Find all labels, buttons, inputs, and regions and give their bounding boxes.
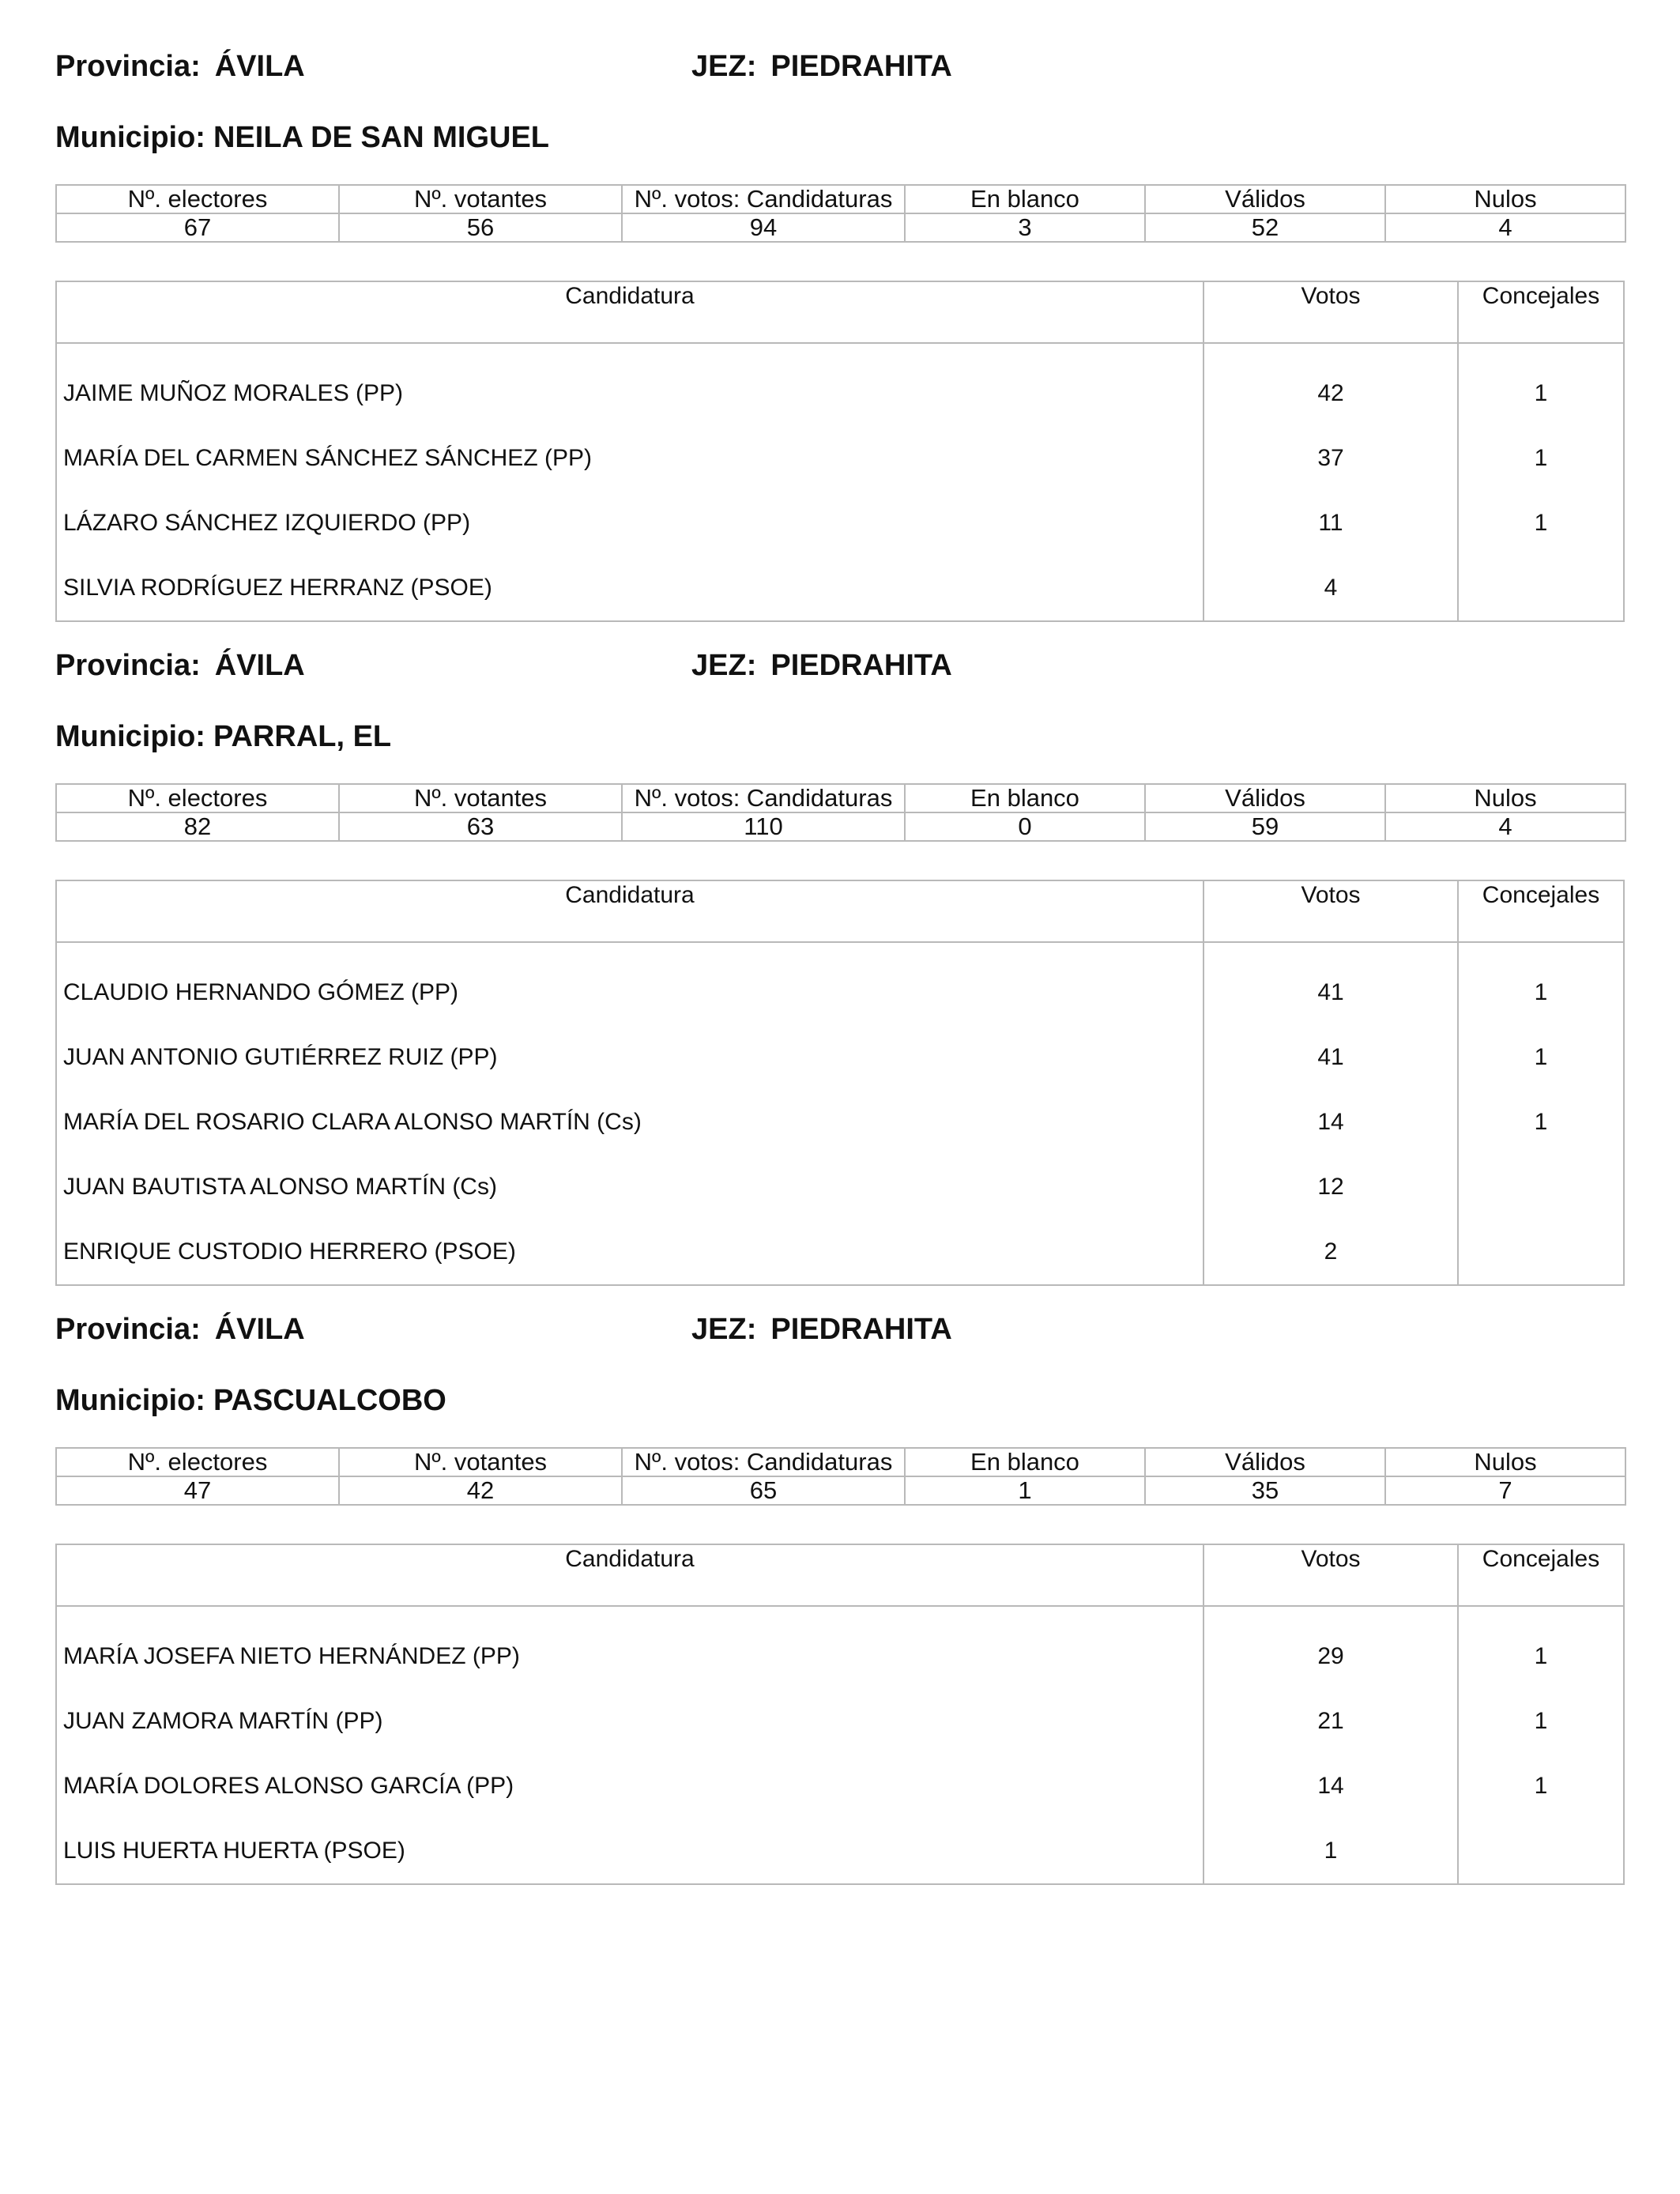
municipio-value: PASCUALCOBO bbox=[213, 1384, 446, 1417]
jez-value: PIEDRAHITA bbox=[770, 1313, 952, 1346]
stats-header-electores: Nº. electores bbox=[56, 784, 339, 812]
stats-value-validos: 35 bbox=[1145, 1476, 1385, 1505]
jez-label: JEZ: bbox=[691, 1313, 757, 1346]
stats-value-votantes: 56 bbox=[339, 213, 622, 242]
candidate-name: JUAN BAUTISTA ALONSO MARTÍN (Cs) bbox=[63, 1174, 497, 1200]
candidate-row bbox=[57, 426, 1623, 491]
municipio-value: NEILA DE SAN MIGUEL bbox=[213, 121, 550, 154]
candidate-name: JAIME MUÑOZ MORALES (PP) bbox=[63, 380, 404, 406]
candidate-row bbox=[57, 1025, 1623, 1090]
candidatura-header: Candidatura bbox=[565, 882, 695, 908]
stats-table bbox=[55, 1447, 1626, 1506]
stats-value-electores: 82 bbox=[56, 812, 339, 841]
jez-value: PIEDRAHITA bbox=[770, 50, 952, 83]
provincia-label: Provincia: bbox=[55, 1313, 201, 1346]
candidate-votes: 42 bbox=[1203, 361, 1457, 426]
candidate-row bbox=[57, 361, 1623, 426]
provincia-value: ÁVILA bbox=[214, 649, 305, 682]
municipality-section bbox=[55, 649, 1625, 1292]
candidate-votes: 14 bbox=[1203, 1754, 1457, 1819]
candidate-name: JUAN ANTONIO GUTIÉRREZ RUIZ (PP) bbox=[63, 1044, 498, 1070]
stats-value-votos-candidaturas: 110 bbox=[622, 812, 905, 841]
candidate-row bbox=[57, 960, 1623, 1025]
candidate-votes: 21 bbox=[1203, 1689, 1457, 1754]
municipality-section bbox=[55, 50, 1625, 628]
stats-value-votos-candidaturas: 94 bbox=[622, 213, 905, 242]
candidate-name: CLAUDIO HERNANDO GÓMEZ (PP) bbox=[63, 979, 459, 1005]
candidate-concejales bbox=[1457, 1819, 1623, 1883]
candidatura-header: Candidatura bbox=[565, 1546, 695, 1572]
candidate-concejales: 1 bbox=[1457, 426, 1623, 491]
stats-value-validos: 52 bbox=[1145, 213, 1385, 242]
candidate-row bbox=[57, 1090, 1623, 1155]
provincia-value: ÁVILA bbox=[214, 50, 305, 83]
municipio-label: Municipio: bbox=[55, 1384, 205, 1417]
candidates-table bbox=[55, 281, 1625, 622]
candidate-row bbox=[57, 556, 1623, 620]
candidate-name: ENRIQUE CUSTODIO HERRERO (PSOE) bbox=[63, 1238, 516, 1265]
candidate-votes: 12 bbox=[1203, 1155, 1457, 1220]
stats-header-votantes: Nº. votantes bbox=[339, 185, 622, 213]
jez-heading bbox=[691, 50, 952, 84]
candidate-row bbox=[57, 1689, 1623, 1754]
stats-value-en-blanco: 0 bbox=[905, 812, 1145, 841]
stats-header-validos: Válidos bbox=[1145, 784, 1385, 812]
stats-header-nulos: Nulos bbox=[1385, 1448, 1625, 1476]
jez-label: JEZ: bbox=[691, 50, 757, 83]
votos-header: Votos bbox=[1203, 881, 1457, 941]
stats-header-validos: Válidos bbox=[1145, 1448, 1385, 1476]
stats-header-row bbox=[56, 784, 1625, 812]
candidate-concejales: 1 bbox=[1457, 1689, 1623, 1754]
candidate-row bbox=[57, 491, 1623, 556]
votos-header: Votos bbox=[1203, 282, 1457, 342]
candidates-header-row bbox=[57, 881, 1623, 943]
candidate-concejales bbox=[1457, 556, 1623, 620]
candidate-row bbox=[57, 1220, 1623, 1284]
candidate-concejales bbox=[1457, 1155, 1623, 1220]
stats-header-nulos: Nulos bbox=[1385, 784, 1625, 812]
municipio-label: Municipio: bbox=[55, 720, 205, 753]
municipio-heading bbox=[55, 1384, 446, 1418]
stats-value-electores: 47 bbox=[56, 1476, 339, 1505]
stats-header-votos-candidaturas: Nº. votos: Candidaturas bbox=[622, 185, 905, 213]
candidate-concejales: 1 bbox=[1457, 1624, 1623, 1689]
concejales-header: Concejales bbox=[1457, 881, 1623, 941]
stats-header-votos-candidaturas: Nº. votos: Candidaturas bbox=[622, 1448, 905, 1476]
stats-value-en-blanco: 1 bbox=[905, 1476, 1145, 1505]
candidate-votes: 14 bbox=[1203, 1090, 1457, 1155]
candidate-name: JUAN ZAMORA MARTÍN (PP) bbox=[63, 1708, 383, 1734]
candidate-name: MARÍA DEL ROSARIO CLARA ALONSO MARTÍN (Cs) bbox=[63, 1109, 642, 1135]
stats-header-votos-candidaturas: Nº. votos: Candidaturas bbox=[622, 784, 905, 812]
provincia-label: Provincia: bbox=[55, 50, 201, 83]
stats-value-electores: 67 bbox=[56, 213, 339, 242]
candidates-header-row bbox=[57, 282, 1623, 344]
candidate-row bbox=[57, 1624, 1623, 1689]
candidatura-header: Candidatura bbox=[565, 283, 695, 309]
candidate-concejales: 1 bbox=[1457, 361, 1623, 426]
stats-header-votantes: Nº. votantes bbox=[339, 1448, 622, 1476]
candidate-votes: 11 bbox=[1203, 491, 1457, 556]
jez-label: JEZ: bbox=[691, 649, 757, 682]
candidate-votes: 29 bbox=[1203, 1624, 1457, 1689]
candidate-concejales: 1 bbox=[1457, 1025, 1623, 1090]
candidate-name: MARÍA JOSEFA NIETO HERNÁNDEZ (PP) bbox=[63, 1643, 520, 1669]
candidate-votes: 41 bbox=[1203, 1025, 1457, 1090]
candidate-row bbox=[57, 1819, 1623, 1883]
concejales-header: Concejales bbox=[1457, 1545, 1623, 1605]
provincia-heading bbox=[55, 50, 305, 84]
candidate-votes: 2 bbox=[1203, 1220, 1457, 1284]
stats-header-electores: Nº. electores bbox=[56, 185, 339, 213]
stats-value-row bbox=[56, 213, 1625, 242]
candidate-name: LUIS HUERTA HUERTA (PSOE) bbox=[63, 1838, 405, 1864]
stats-value-nulos: 4 bbox=[1385, 812, 1625, 841]
candidate-votes: 4 bbox=[1203, 556, 1457, 620]
stats-value-row bbox=[56, 812, 1625, 841]
jez-heading bbox=[691, 649, 952, 683]
stats-table bbox=[55, 783, 1626, 842]
candidate-concejales: 1 bbox=[1457, 1090, 1623, 1155]
stats-table bbox=[55, 184, 1626, 243]
municipio-label: Municipio: bbox=[55, 121, 205, 154]
municipio-heading bbox=[55, 121, 549, 155]
stats-value-row bbox=[56, 1476, 1625, 1505]
candidate-name: LÁZARO SÁNCHEZ IZQUIERDO (PP) bbox=[63, 510, 471, 536]
provincia-value: ÁVILA bbox=[214, 1313, 305, 1346]
stats-value-en-blanco: 3 bbox=[905, 213, 1145, 242]
stats-value-validos: 59 bbox=[1145, 812, 1385, 841]
stats-header-electores: Nº. electores bbox=[56, 1448, 339, 1476]
candidate-name: MARÍA DEL CARMEN SÁNCHEZ SÁNCHEZ (PP) bbox=[63, 445, 592, 471]
stats-value-nulos: 7 bbox=[1385, 1476, 1625, 1505]
concejales-header: Concejales bbox=[1457, 282, 1623, 342]
provincia-label: Provincia: bbox=[55, 649, 201, 682]
stats-header-en-blanco: En blanco bbox=[905, 185, 1145, 213]
jez-value: PIEDRAHITA bbox=[770, 649, 952, 682]
candidate-name: MARÍA DOLORES ALONSO GARCÍA (PP) bbox=[63, 1773, 514, 1799]
stats-header-en-blanco: En blanco bbox=[905, 784, 1145, 812]
votos-header: Votos bbox=[1203, 1545, 1457, 1605]
stats-header-votantes: Nº. votantes bbox=[339, 784, 622, 812]
candidates-header-row bbox=[57, 1545, 1623, 1607]
candidate-votes: 37 bbox=[1203, 426, 1457, 491]
candidate-concejales bbox=[1457, 1220, 1623, 1284]
provincia-heading bbox=[55, 1313, 305, 1347]
candidate-concejales: 1 bbox=[1457, 491, 1623, 556]
candidate-row bbox=[57, 1155, 1623, 1220]
candidates-table bbox=[55, 1544, 1625, 1885]
municipio-value: PARRAL, EL bbox=[213, 720, 392, 753]
candidate-votes: 1 bbox=[1203, 1819, 1457, 1883]
stats-header-en-blanco: En blanco bbox=[905, 1448, 1145, 1476]
stats-header-row bbox=[56, 1448, 1625, 1476]
stats-value-votantes: 63 bbox=[339, 812, 622, 841]
candidate-name: SILVIA RODRÍGUEZ HERRANZ (PSOE) bbox=[63, 575, 492, 601]
candidate-votes: 41 bbox=[1203, 960, 1457, 1025]
stats-value-votantes: 42 bbox=[339, 1476, 622, 1505]
stats-header-row bbox=[56, 185, 1625, 213]
candidate-concejales: 1 bbox=[1457, 1754, 1623, 1819]
jez-heading bbox=[691, 1313, 952, 1347]
municipio-heading bbox=[55, 720, 391, 754]
provincia-heading bbox=[55, 649, 305, 683]
stats-header-validos: Válidos bbox=[1145, 185, 1385, 213]
candidate-row bbox=[57, 1754, 1623, 1819]
stats-value-votos-candidaturas: 65 bbox=[622, 1476, 905, 1505]
stats-header-nulos: Nulos bbox=[1385, 185, 1625, 213]
candidates-table bbox=[55, 880, 1625, 1286]
municipality-section bbox=[55, 1313, 1625, 1891]
stats-value-nulos: 4 bbox=[1385, 213, 1625, 242]
candidate-concejales: 1 bbox=[1457, 960, 1623, 1025]
